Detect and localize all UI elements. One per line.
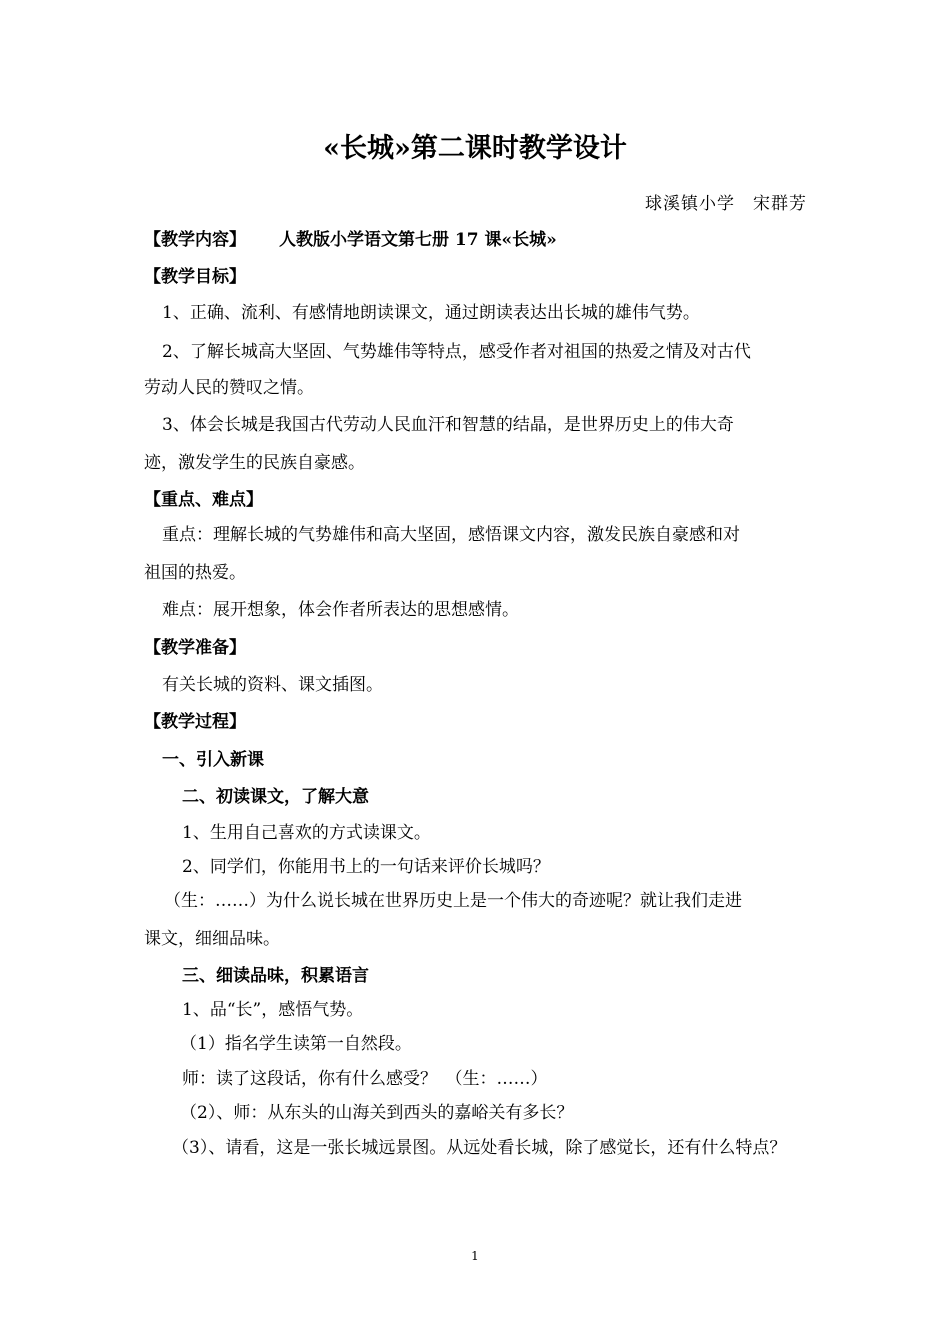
key-point-line-2: 祖国的热爱。	[144, 563, 246, 583]
goals-label: 【教学目标】	[144, 267, 246, 287]
difficulty-line: 难点：展开想象，体会作者所表达的思想感情。	[162, 600, 519, 620]
step-1-heading: 一、引入新课	[162, 750, 264, 770]
key-point-line-1: 重点：理解长城的气势雄伟和高大坚固，感悟课文内容，激发民族自豪感和对	[162, 525, 740, 545]
step-3-heading: 三、细读品味，积累语言	[182, 966, 369, 986]
goal-2-line-1: 2、了解长城高大坚固、气势雄伟等特点，感受作者对祖国的热爱之情及对古代	[162, 342, 751, 362]
goal-2-line-2: 劳动人民的赞叹之情。	[144, 378, 314, 398]
step-2-item-3-line-1: （生：……）为什么说长城在世界历史上是一个伟大的奇迹呢？就让我们走进	[164, 891, 742, 911]
content-text: 人教版小学语文第七册 17 课«长城»	[279, 230, 557, 250]
step-3-item-1-2: （2）、师：从东头的山海关到西头的嘉峪关有多长？	[180, 1103, 574, 1123]
goal-3-line-1: 3、体会长城是我国古代劳动人民血汗和智慧的结晶，是世界历史上的伟大奇	[162, 415, 734, 435]
process-label: 【教学过程】	[144, 712, 246, 732]
step-2-item-1: 1、生用自己喜欢的方式读课文。	[182, 823, 431, 843]
step-3-item-1: 1、品“长”，感悟气势。	[182, 1000, 364, 1020]
goal-1: 1、正确、流利、有感情地朗读课文，通过朗读表达出长城的雄伟气势。	[162, 303, 700, 323]
document-title: «长城»第二课时教学设计	[323, 133, 627, 164]
step-2-item-2: 2、同学们，你能用书上的一句话来评价长城吗？	[182, 857, 550, 877]
goal-3-line-2: 迹，激发学生的民族自豪感。	[144, 453, 365, 473]
content-label: 【教学内容】	[144, 230, 246, 250]
key-points-label: 【重点、难点】	[144, 490, 263, 510]
step-3-teacher-question: 师：读了这段话，你有什么感受？ （生：……）	[182, 1069, 548, 1089]
step-3-item-1-3: （3）、请看，这是一张长城远景图。从远处看长城，除了感觉长，还有什么特点？	[172, 1138, 787, 1158]
prep-text: 有关长城的资料、课文插图。	[162, 675, 383, 695]
step-3-item-1-1: （1）指名学生读第一自然段。	[180, 1034, 412, 1054]
page-number: 1	[471, 1249, 479, 1263]
step-2-heading: 二、初读课文，了解大意	[182, 787, 369, 807]
prep-label: 【教学准备】	[144, 638, 246, 658]
author-line: 球溪镇小学 宋群芳	[645, 194, 807, 214]
step-2-item-3-line-2: 课文，细细品味。	[144, 929, 280, 949]
